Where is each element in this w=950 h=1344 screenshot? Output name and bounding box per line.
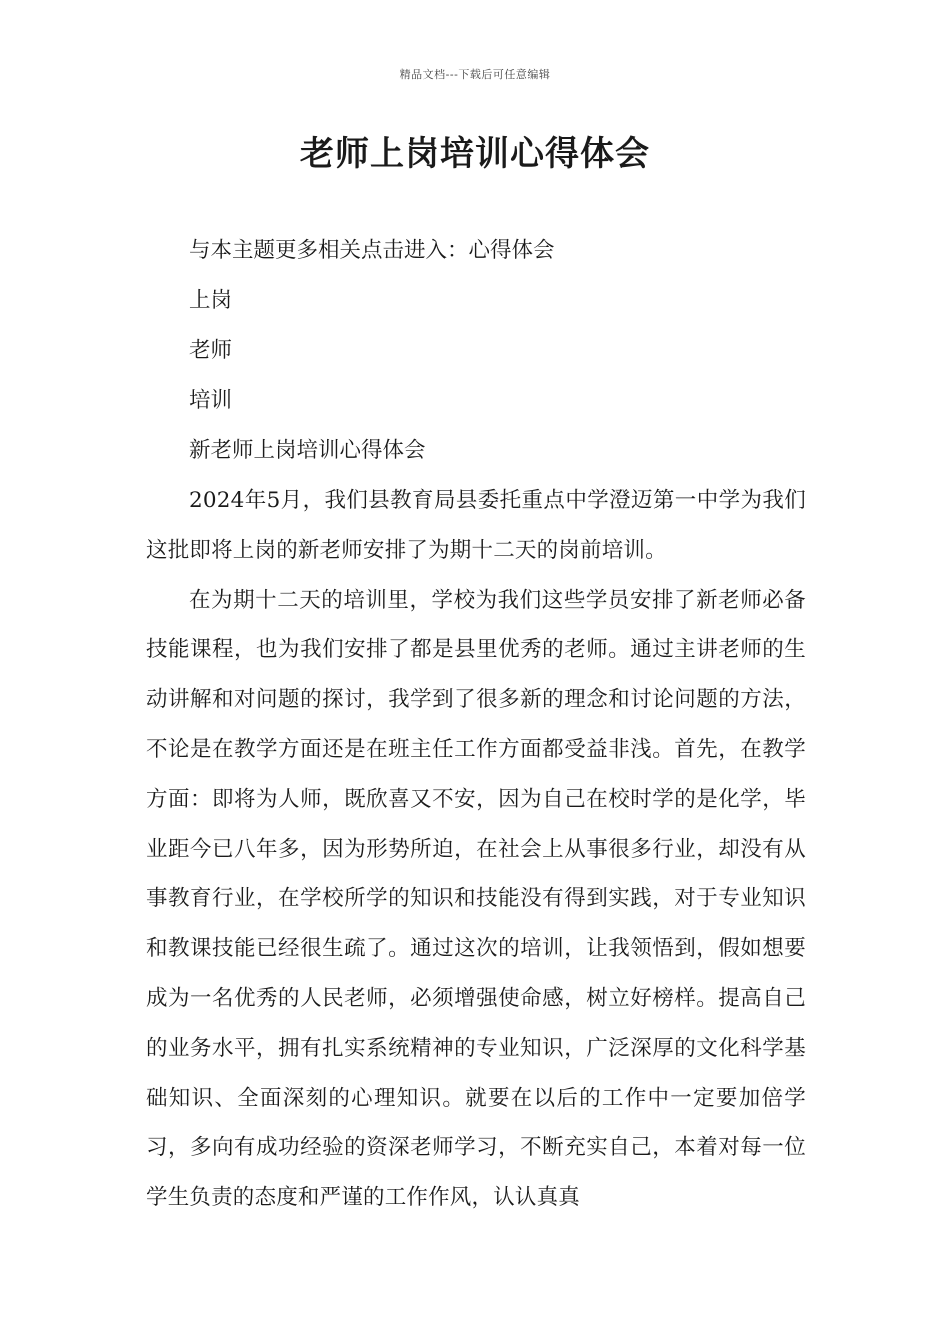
page-header: 精品文档---下载后可任意编辑 xyxy=(399,68,551,81)
document-body xyxy=(146,226,806,1223)
body-paragraph: 2024年5月，我们县教育局县委托重点中学澄迈第一中学为我们这批即将上岗的新老师安排了为期十二天的岗前培训。 xyxy=(146,488,806,563)
tag-item[interactable]: 培训 xyxy=(189,388,233,413)
body-paragraph: 在为期十二天的培训里，学校为我们这些学员安排了新老师必备技能课程，也为我们安排了都是县里优秀的老师。通过主讲老师的生动讲解和对问题的探讨，我学到了很多新的理念和讨论问题的方法，不论是在教学方面还是在班主任工作方面都受益非浅。首先，在教学方面：即将为人师，既欣喜又不安，因为自己在校时学的是化学，毕业距今已八年多，因为形势所迫，在社会上从事很多行业，却没有从事教育行业，在学校所学的知识和技能没有得到实践，对于专业知识和教课技能已经很生疏了。通过这次的培训，让我领悟到，假如想要成为一名优秀的人民老师，必须增强使命感，树立好榜样。提高自己的业务水平，拥有扎实系统精神的专业知识，广泛深厚的文化科学基础知识、全面深刻的心理知识。就要在以后的工作中一定要加倍学习，多向有成功经验的资深老师学习，不断充实自己，本着对每一位学生负责的态度和严谨的工作作风，认认真真 xyxy=(146,587,806,1211)
document-subtitle: 新老师上岗培训心得体会 xyxy=(189,438,426,463)
tag-item[interactable]: 老师 xyxy=(189,338,233,363)
document-title: 老师上岗培训心得体会 xyxy=(300,134,650,174)
related-topic-link[interactable]: 与本主题更多相关点击进入：心得体会 xyxy=(189,238,555,263)
tag-item[interactable]: 上岗 xyxy=(189,288,233,313)
